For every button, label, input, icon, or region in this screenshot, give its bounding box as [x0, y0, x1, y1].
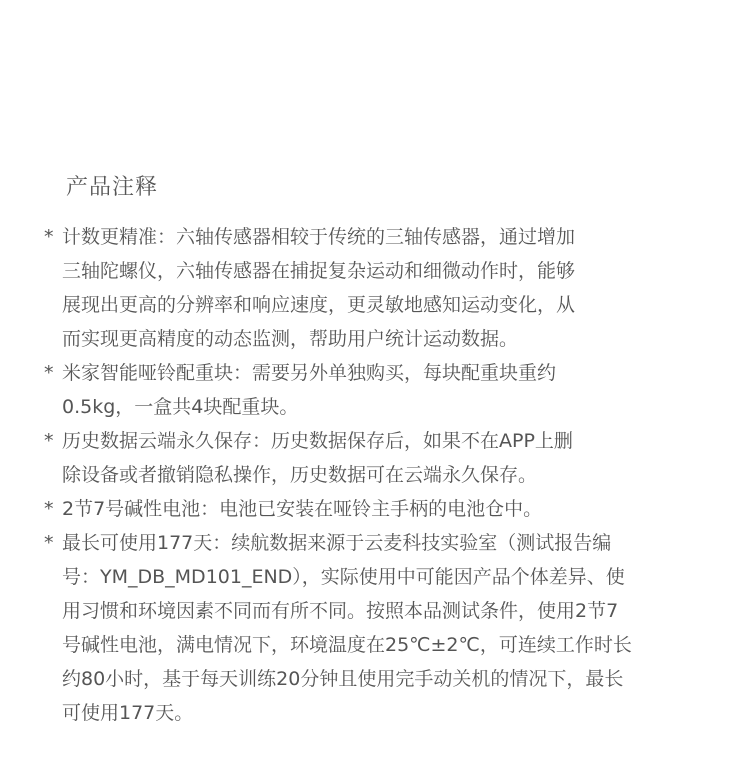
- note-item-battery: [44, 492, 694, 526]
- note-text-line: 而实现更高精度的动态监测，帮助用户统计运动数据。: [62, 328, 519, 350]
- note-text-line: 可使用177天。: [62, 702, 194, 724]
- note-text-line: 除设备或者撤销隐私操作，历史数据可在云端永久保存。: [62, 464, 538, 486]
- asterisk-bullet: *: [44, 532, 54, 554]
- asterisk-bullet: *: [44, 430, 54, 452]
- asterisk-bullet: *: [44, 362, 54, 384]
- note-item-weight-block: [44, 356, 694, 424]
- note-text-line: 三轴陀螺仪，六轴传感器在捕捉复杂运动和细微动作时，能够: [62, 260, 576, 282]
- asterisk-bullet: *: [44, 226, 54, 248]
- note-item-battery-life: [44, 526, 694, 730]
- notes-list: [44, 220, 694, 730]
- note-text-line: 历史数据云端永久保存：历史数据保存后，如果不在APP上删: [62, 430, 573, 452]
- note-text-line: 0.5kg，一盒共4块配重块。: [62, 396, 299, 418]
- section-title: 产品注释: [66, 175, 159, 200]
- asterisk-bullet: *: [44, 498, 54, 520]
- note-item-cloud-storage: [44, 424, 694, 492]
- note-text-line: 计数更精准：六轴传感器相较于传统的三轴传感器，通过增加: [62, 226, 576, 248]
- note-text-line: 号：YM_DB_MD101_END），实际使用中可能因产品个体差异、使: [62, 566, 625, 588]
- note-text-line: 2节7号碱性电池：电池已安装在哑铃主手柄的电池仓中。: [62, 498, 543, 520]
- note-text-line: 展现出更高的分辨率和响应速度，更灵敏地感知运动变化，从: [62, 294, 576, 316]
- note-text-line: 最长可使用177天：续航数据来源于云麦科技实验室（测试报告编: [62, 532, 612, 554]
- note-text-line: 号碱性电池，满电情况下，环境温度在25℃±2℃，可连续工作时长: [62, 634, 632, 656]
- note-item-six-axis-sensor: [44, 220, 694, 356]
- note-text-line: 米家智能哑铃配重块：需要另外单独购买，每块配重块重约: [62, 362, 557, 384]
- note-text-line: 用习惯和环境因素不同而有所不同。按照本品测试条件，使用2节7: [62, 600, 619, 622]
- note-text-line: 约80小时，基于每天训练20分钟且使用完手动关机的情况下，最长: [62, 668, 624, 690]
